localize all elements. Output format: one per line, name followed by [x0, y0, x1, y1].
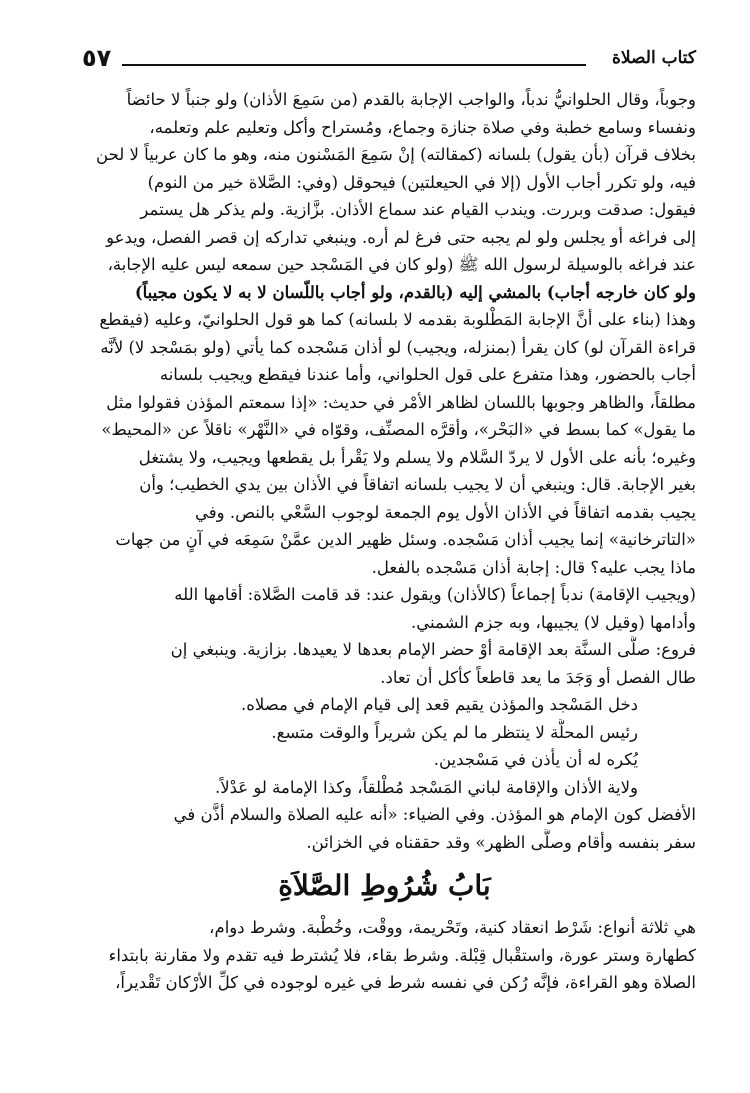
- text-line: ونفساء وسامع خطبة وفي صلاة جنازة وجماع، ومُستراح وأكل وتعليم علم وتعلمه،: [149, 117, 696, 137]
- header-rule: [122, 64, 586, 66]
- text-line: وجوباً، وقال الحلوانيُّ ندباً، والواجب الإجابة بالقدم (من سَمِعَ الأذان) ولو جنباً لا حائضاً: [126, 90, 696, 109]
- text-line: ولو كان خارجه أجاب) بالمشي إليه (بالقدم، ولو أجاب باللّسان لا به لا يكون مجيباً): [134, 282, 696, 302]
- text-line: فيه، ولو تكرر أجاب الأول (إلا في الحيعلتين) فيحوقل (وفي: الصَّلاة خير من النوم): [147, 172, 696, 192]
- text-line: مطلقاً، والظاهر وجوبها باللسان لظاهر الأمْر في حديث: «إذا سمعتم المؤذن فقولوا مثل: [106, 392, 696, 412]
- text-line: أجاب بالحضور، وهذا متفرع على قول الحلواني، وأما عندنا فيقطع ويجيب بلسانه: [159, 365, 696, 384]
- page-number: ٥٧: [82, 44, 112, 72]
- text-line: الصلاة وهو القراءة، فإنَّه رُكن في نفسه شرط في غيره لوجوده في كلِّ الأرْكان تَقْديراً،: [115, 973, 696, 992]
- text-line: وغيره؛ بأنه على الأول لا يردّ السَّلام ولا يسلم ولا يَقْرأ بل يقطعها ويجيب، ولا يشتغل: [138, 447, 696, 467]
- text-line: (ويجيب الإقامة) ندباً إجماعاً (كالأذان) ويقول عند: قد قامت الصَّلاة: أقامها الله: [174, 585, 696, 604]
- list-item: ولاية الأذان والإقامة لباني المَسْجد مُطْلقاً، وكذا الإمامة لو عَدْلاً.: [214, 777, 638, 797]
- text-line: سفر بنفسه وأقام وصلَّى الظهر» وقد حققناه في الخزائن.: [306, 832, 696, 852]
- list-item: رئيس المحلَّة لا ينتظر ما لم يكن شريراً والوقت متسع.: [271, 722, 638, 742]
- page-body: [73, 86, 696, 997]
- page-header: [82, 44, 696, 76]
- text-line: ما يقول» كما بسط في «البَحْر»، وأقرَّه المصنِّف، وقوّاه في «النَّهْر» ناقلاً عن «المحيط»: [101, 420, 696, 439]
- text-line: طال الفصل أو وَجَدَ ما يعد قاطعاً كأكل أن تعاد.: [380, 667, 696, 687]
- text-line: الأفضل كون الإمام هو المؤذن. وفي الضياء: «أنه عليه الصلاة والسلام أذَّن في: [173, 805, 696, 824]
- list-item: دخل المَسْجد والمؤذن يقيم قعد إلى قيام الإمام في مصلاه.: [240, 695, 638, 714]
- text-line: قراءة القرآن لو) كان يقرأ (بمنزله، ويجيب) لو أذان مَسْجده كما يأتي (ولو بمَسْجد لا) لأنَّه: [100, 337, 696, 357]
- text-line: وهذا (بناء على أنَّ الإجابة المَطْلوبة بقدمه لا بلسانه) كما هو قول الحلوانيّ، وعليه (فيقطع: [99, 310, 696, 329]
- text-line: فيقول: صدقت وبررت. ويندب القيام عند سماع الأذان. بزَّازية. ولم يذكر هل يستمر: [140, 200, 696, 219]
- chapter-title: بَابُ شُرُوطِ الصَّلاَةِ: [278, 869, 491, 902]
- rulings-list: [73, 691, 696, 801]
- text-line: بخلاف قرآن (بأن يقول) بلسانه (كمقالته) إنْ سَمِعَ المَسْنون منه، وهو ما كان عربياً لا لحن: [96, 145, 696, 164]
- text-line: هي ثلاثة أنواع: شَرْط انعقاد كنية، وتَحْريمة، ووقْت، وخُطْبة. وشرط دوام،: [209, 918, 696, 937]
- text-line: يجيب بقدمه اتفاقاً في الأذان الأول يوم الجمعة لوجوب السَّعْي بالنص. وفي: [195, 502, 696, 522]
- text-line: بغير الإجابة. قال: وينبغي أن لا يجيب بلسانه اتفاقاً في الأذان بين يدي الخطيب؛ وأن: [139, 475, 696, 494]
- text-line: وأدامها (وقيل لا) يجيبها، وبه جزم الشمني.: [411, 612, 696, 632]
- text-line: فروع: صلَّى السنَّة بعد الإقامة أوْ حضر الإمام بعدها لا يعيدها. بزازية. وينبغي إن: [170, 640, 696, 659]
- list-item: يُكره له أن يأذن في مَسْجدين.: [433, 750, 638, 769]
- book-title: كتاب الصلاة: [611, 48, 696, 68]
- text-line: «التاترخانية» إنما يجيب أذان مَسْجده. وسئل ظهير الدين عمَّنْ سَمِعَه في آنٍ من جهات: [115, 530, 696, 549]
- text-line: ماذا يجب عليه؟ قال: إجابة أذان مَسْجده بالفعل.: [371, 557, 696, 577]
- text-line: عند فراغه بالوسيلة لرسول الله ﷺ (ولو كان في المَسْجد حين سمعه ليس عليه الإجابة،: [107, 255, 696, 274]
- text-line: إلى فراغه أو يجلس ولو لم يجبه حتى فرغ لم أره. وينبغي تداركه إن قصر الفصل، ويدعو: [106, 227, 696, 247]
- text-line: كطهارة وستر عورة، واستقْبال قِبْلة. وشرط بقاء، فلا يُشترط فيه تقدم ولا مقارنة بابتداء: [108, 945, 696, 965]
